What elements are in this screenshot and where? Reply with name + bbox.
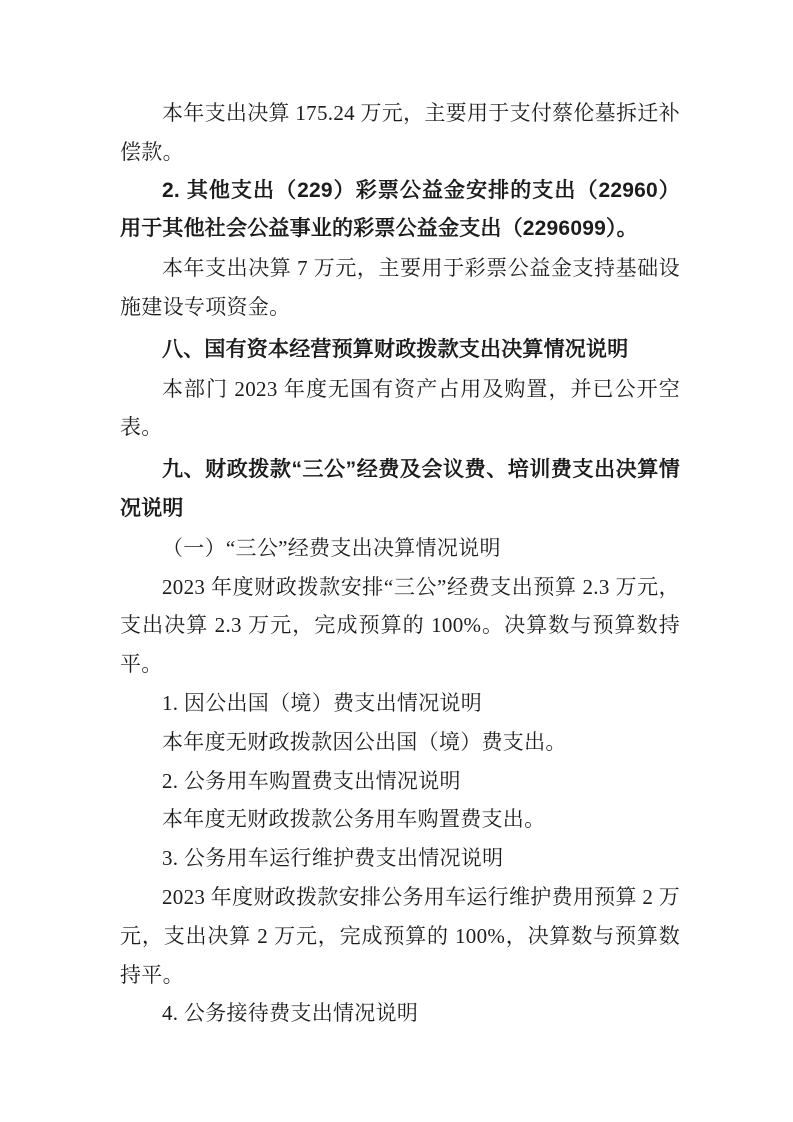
- item-1-abroad-expense: 1. 因公出国（境）费支出情况说明: [162, 690, 483, 715]
- heading-section-nine: 九、财政拨款“三公”经费及会议费、培训费支出决算情况说明: [120, 458, 680, 520]
- para-annual-expense-7: 本年支出决算 7 万元，主要用于彩票公益金支持基础设施建设专项资金。: [120, 256, 680, 319]
- subheading-sangong-expense: （一）“三公”经费支出决算情况说明: [162, 535, 501, 560]
- heading-other-expense-lottery: 2. 其他支出（229）彩票公益金安排的支出（22960）用于其他社会公益事业的彩票公益金支出（2296099）。: [120, 178, 680, 241]
- item-2-vehicle-purchase: 2. 公务用车购置费支出情况说明: [162, 768, 461, 793]
- para-vehicle-maintenance-budget: 2023 年度财政拨款安排公务用车运行维护费用预算 2 万元，支出决算 2 万元，完成预算的 100%，决算数与预算数持平。: [120, 884, 680, 987]
- heading-section-eight: 八、国有资本经营预算财政拨款支出决算情况说明: [162, 337, 629, 361]
- para-no-state-assets: 本部门 2023 年度无国有资产占用及购置，并已公开空表。: [120, 376, 680, 440]
- item-4-official-reception: 4. 公务接待费支出情况说明: [162, 1001, 419, 1026]
- para-annual-expense-175: 本年支出决算 175.24 万元，主要用于支付蔡伦墓拆迁补偿款。: [120, 101, 680, 164]
- para-sangong-budget: 2023 年度财政拨款安排“三公”经费支出预算 2.3 万元，支出决算 2.3 万元，完成预算的 100%。决算数与预算数持平。: [120, 574, 680, 677]
- para-no-vehicle-purchase: 本年度无财政拨款公务用车购置费支出。: [162, 807, 546, 832]
- para-no-abroad-expense: 本年度无财政拨款因公出国（境）费支出。: [162, 729, 567, 754]
- document-body: [120, 94, 680, 1033]
- item-3-vehicle-maintenance: 3. 公务用车运行维护费支出情况说明: [162, 846, 504, 871]
